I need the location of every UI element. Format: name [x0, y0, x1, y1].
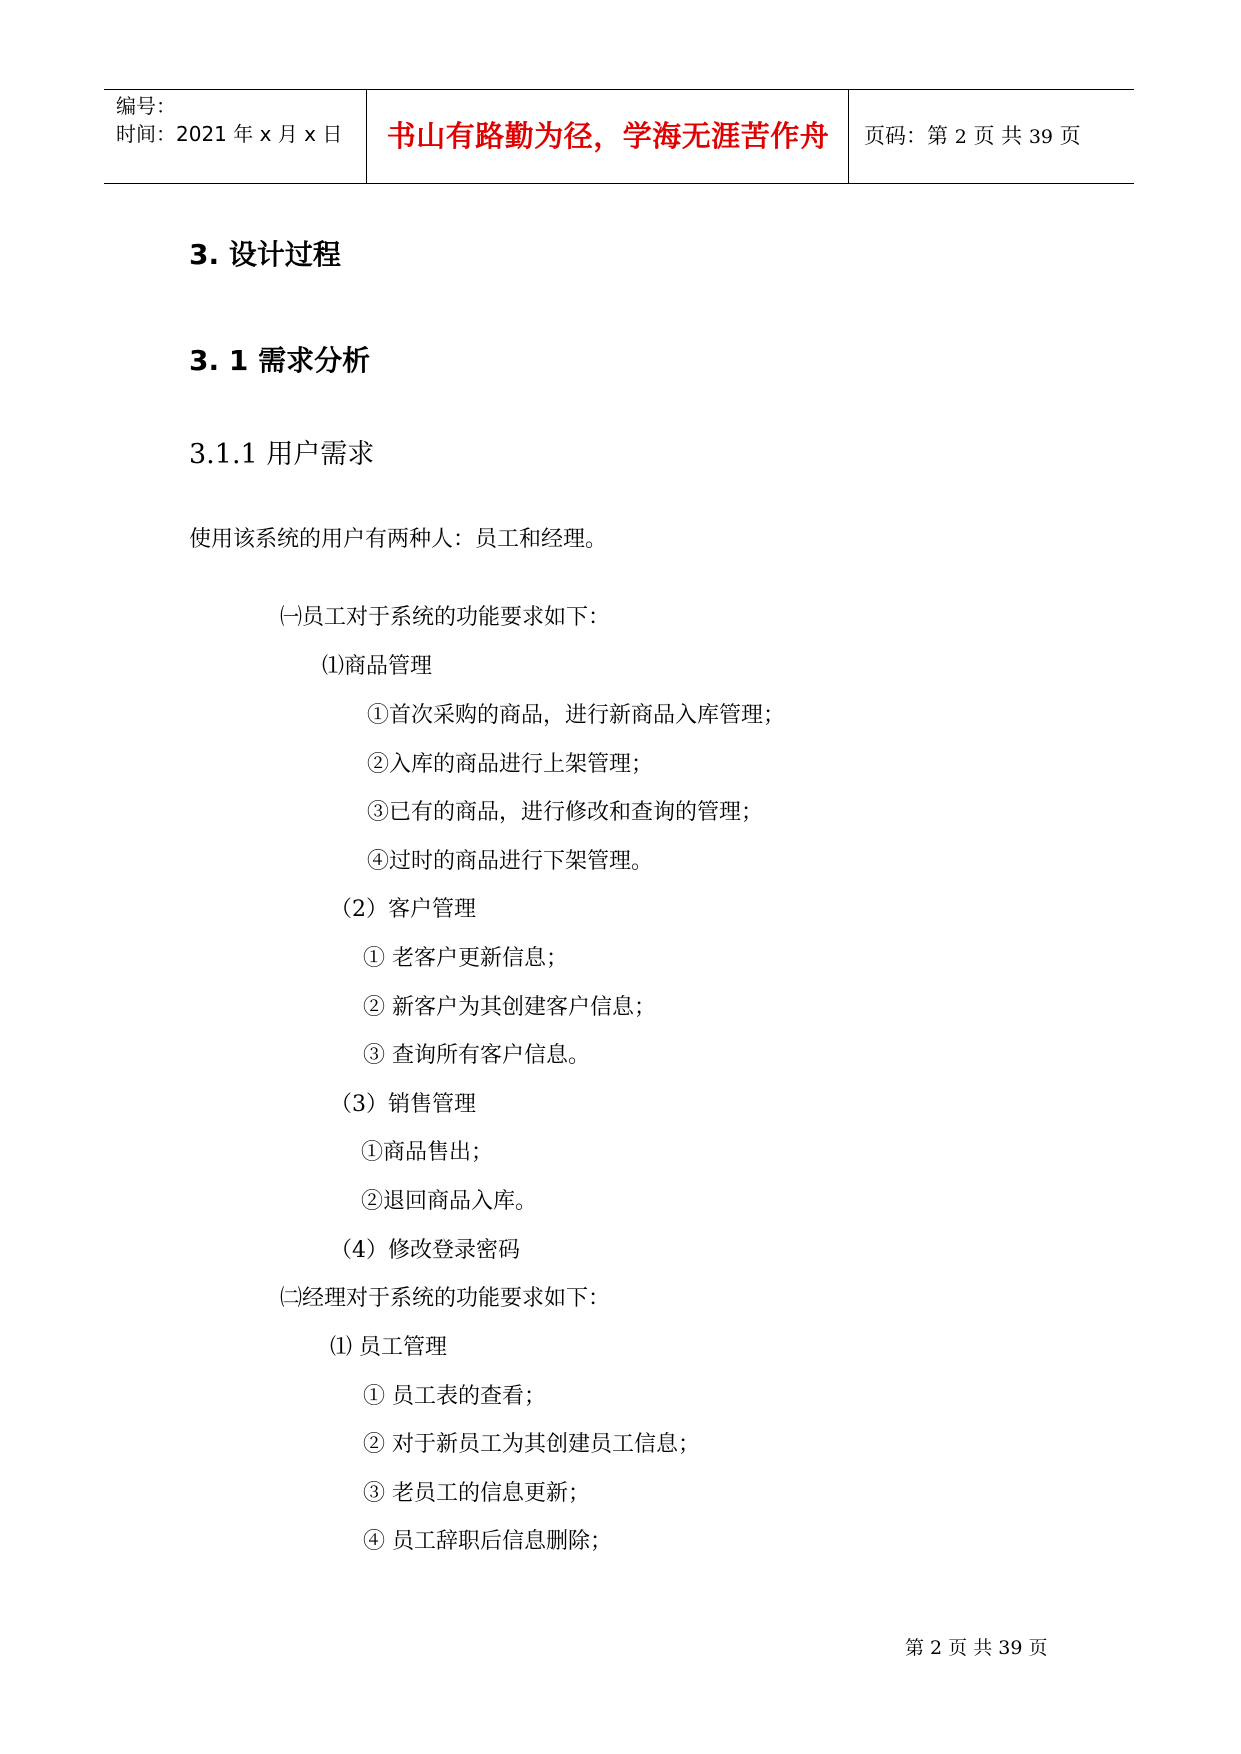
emp-sales-title: （3）销售管理 — [330, 1092, 476, 1117]
header-motto: 书山有路勤为径，学海无涯苦作舟 — [386, 119, 830, 153]
mgr-staff-title: ⑴ 员工管理 — [330, 1335, 447, 1360]
list-item: ①首次采购的商品，进行新商品入库管理； — [367, 703, 786, 728]
list-item: ① 员工表的查看； — [363, 1384, 546, 1409]
header-page-code — [864, 90, 1081, 183]
heading-requirements-analysis: 3. 1 需求分析 — [189, 344, 371, 377]
emp-password-title: （4）修改登录密码 — [330, 1238, 520, 1263]
header-divider-left — [366, 90, 367, 183]
header-time-label: 时间：2021 年 x 月 x 日 — [116, 122, 343, 146]
list-item: ③ 老员工的信息更新； — [363, 1481, 590, 1506]
page-header — [104, 89, 1134, 184]
list-item: ② 对于新员工为其创建员工信息； — [363, 1432, 700, 1457]
header-divider-right — [848, 90, 849, 183]
page-footer: 第 2 页 共 39 页 — [905, 1637, 1048, 1659]
heading-user-requirements: 3.1.1 用户需求 — [189, 439, 375, 470]
intro-paragraph: 使用该系统的用户有两种人：员工和经理。 — [189, 527, 608, 552]
list-item: ① 老客户更新信息； — [363, 946, 568, 971]
page-code-total: 39 — [1028, 126, 1053, 148]
list-item: ③ 查询所有客户信息。 — [363, 1043, 590, 1068]
list-item: ②退回商品入库。 — [361, 1189, 538, 1214]
manager-requirements-title: ㈡经理对于系统的功能要求如下： — [280, 1286, 611, 1311]
list-item: ③已有的商品，进行修改和查询的管理； — [367, 800, 764, 825]
header-number-label: 编号： — [116, 94, 176, 118]
heading-design-process: 3. 设计过程 — [189, 238, 341, 271]
emp-goods-title: ⑴商品管理 — [322, 654, 433, 679]
list-item: ②入库的商品进行上架管理； — [367, 752, 654, 777]
list-item: ④ 员工辞职后信息删除； — [363, 1529, 612, 1554]
list-item: ①商品售出； — [361, 1140, 494, 1165]
page-code-suffix: 页 — [1053, 124, 1081, 148]
employee-requirements-title: ㈠员工对于系统的功能要求如下： — [280, 605, 611, 630]
page-code-current: 2 — [954, 126, 967, 148]
list-item: ④过时的商品进行下架管理。 — [367, 849, 654, 874]
page-code-prefix: 页码：第 — [864, 124, 955, 148]
list-item: ② 新客户为其创建客户信息； — [363, 995, 656, 1020]
page-code-mid: 页 共 — [966, 124, 1029, 148]
emp-customer-title: （2）客户管理 — [330, 897, 476, 922]
